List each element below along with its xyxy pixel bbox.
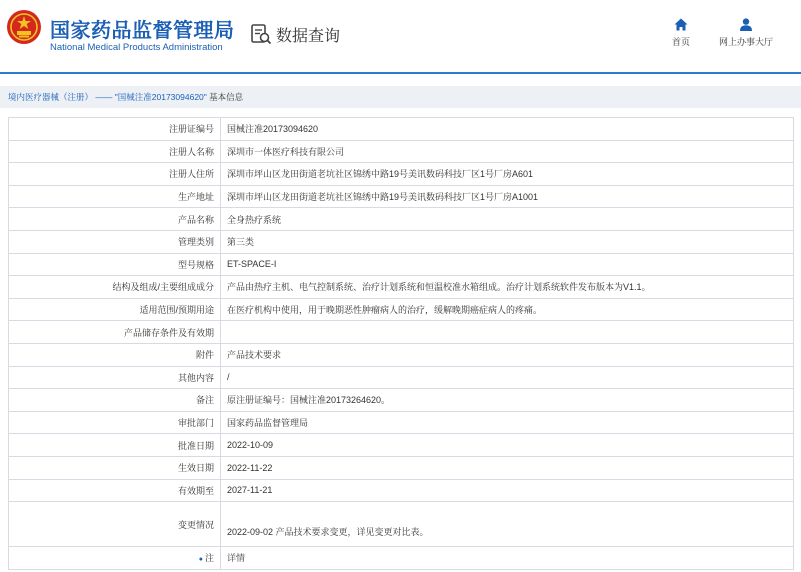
field-label: 注册证编号	[9, 118, 221, 141]
field-value: 在医疗机构中使用，用于晚期恶性肿瘤病人的治疗，缓解晚期癌症病人的疼痛。	[221, 298, 794, 321]
field-value: 2022-11-22	[221, 456, 794, 479]
emblem-logo-icon	[6, 9, 42, 45]
field-label: 审批部门	[9, 411, 221, 434]
table-row	[9, 411, 794, 434]
table-row	[9, 163, 794, 186]
field-value: 国械注准20173094620	[221, 118, 794, 141]
table-row	[9, 389, 794, 412]
breadcrumb-separator: ——	[93, 92, 115, 102]
breadcrumb-current: 基本信息	[206, 92, 244, 102]
table-row	[9, 479, 794, 502]
table-row	[9, 366, 794, 389]
table-row	[9, 230, 794, 253]
registration-info-table	[8, 117, 794, 570]
nav-home-link[interactable]	[668, 18, 694, 48]
table-row	[9, 253, 794, 276]
brand-name-en: National Medical Products Administration	[50, 42, 223, 53]
field-value: 深圳市坪山区龙田街道老坑社区锦绣中路19号美讯数码科技厂区1号厂房A1001	[221, 185, 794, 208]
field-label: 结构及组成/主要组成成分	[9, 276, 221, 299]
nav-online-hall-link[interactable]	[714, 18, 778, 48]
field-value: 国家药品监督管理局	[221, 411, 794, 434]
nav-home-label: 首页	[671, 37, 690, 47]
bullet-icon: ●	[198, 556, 203, 564]
field-value: 2022-09-02 产品技术要求变更，详见变更对比表。	[221, 502, 794, 547]
field-value: 产品技术要求	[221, 343, 794, 366]
breadcrumb	[8, 91, 243, 103]
header-divider	[0, 72, 801, 74]
table-row	[9, 276, 794, 299]
field-label: 变更情况	[9, 502, 221, 547]
table-row	[9, 456, 794, 479]
table-row	[9, 434, 794, 457]
table-row	[9, 343, 794, 366]
field-value	[221, 321, 794, 344]
field-value: /	[221, 366, 794, 389]
home-icon	[674, 18, 688, 31]
field-label: 附件	[9, 343, 221, 366]
user-icon	[739, 18, 753, 31]
nav-online-hall-label: 网上办事大厅	[718, 37, 773, 47]
table-row	[9, 185, 794, 208]
field-label: 注册人住所	[9, 163, 221, 186]
field-value: 原注册证编号：国械注准20173264620。	[221, 389, 794, 412]
field-label: 产品名称	[9, 208, 221, 231]
field-label: 有效期至	[9, 479, 221, 502]
field-label: 批准日期	[9, 434, 221, 457]
note-label: 注	[204, 553, 214, 564]
table-row	[9, 298, 794, 321]
brand-name-cn: 国家药品监督管理局	[50, 20, 235, 42]
field-value: 深圳市坪山区龙田街道老坑社区锦绣中路19号美讯数码科技厂区1号厂房A601	[221, 163, 794, 186]
field-label	[9, 547, 221, 570]
table-row	[9, 118, 794, 141]
field-label: 生效日期	[9, 456, 221, 479]
details-link[interactable]: 详情	[221, 547, 794, 570]
table-row	[9, 502, 794, 547]
table-row	[9, 321, 794, 344]
breadcrumb-record-link[interactable]: "国械注准20173094620"	[114, 92, 207, 102]
field-value: 第三类	[221, 230, 794, 253]
field-label: 产品储存条件及有效期	[9, 321, 221, 344]
field-label: 型号规格	[9, 253, 221, 276]
field-value: 产品由热疗主机、电气控制系统、治疗计划系统和恒温校准水箱组成。治疗计划系统软件发布版本为V1.1。	[221, 276, 794, 299]
table-row	[9, 547, 794, 570]
field-value: 全身热疗系统	[221, 208, 794, 231]
field-label: 其他内容	[9, 366, 221, 389]
field-value: 2027-11-21	[221, 479, 794, 502]
field-value: ET-SPACE-I	[221, 253, 794, 276]
breadcrumb-category-link[interactable]: 境内医疗器械（注册）	[8, 92, 94, 102]
table-row	[9, 140, 794, 163]
field-label: 注册人名称	[9, 140, 221, 163]
data-query-icon	[250, 23, 272, 45]
page-title: 数据查询	[276, 28, 341, 45]
table-row	[9, 208, 794, 231]
field-label: 生产地址	[9, 185, 221, 208]
field-value: 2022-10-09	[221, 434, 794, 457]
site-header	[0, 0, 801, 72]
field-label: 适用范围/预期用途	[9, 298, 221, 321]
field-value: 深圳市一体医疗科技有限公司	[221, 140, 794, 163]
field-label: 管理类别	[9, 230, 221, 253]
field-label: 备注	[9, 389, 221, 412]
breadcrumb-bar	[0, 86, 801, 108]
